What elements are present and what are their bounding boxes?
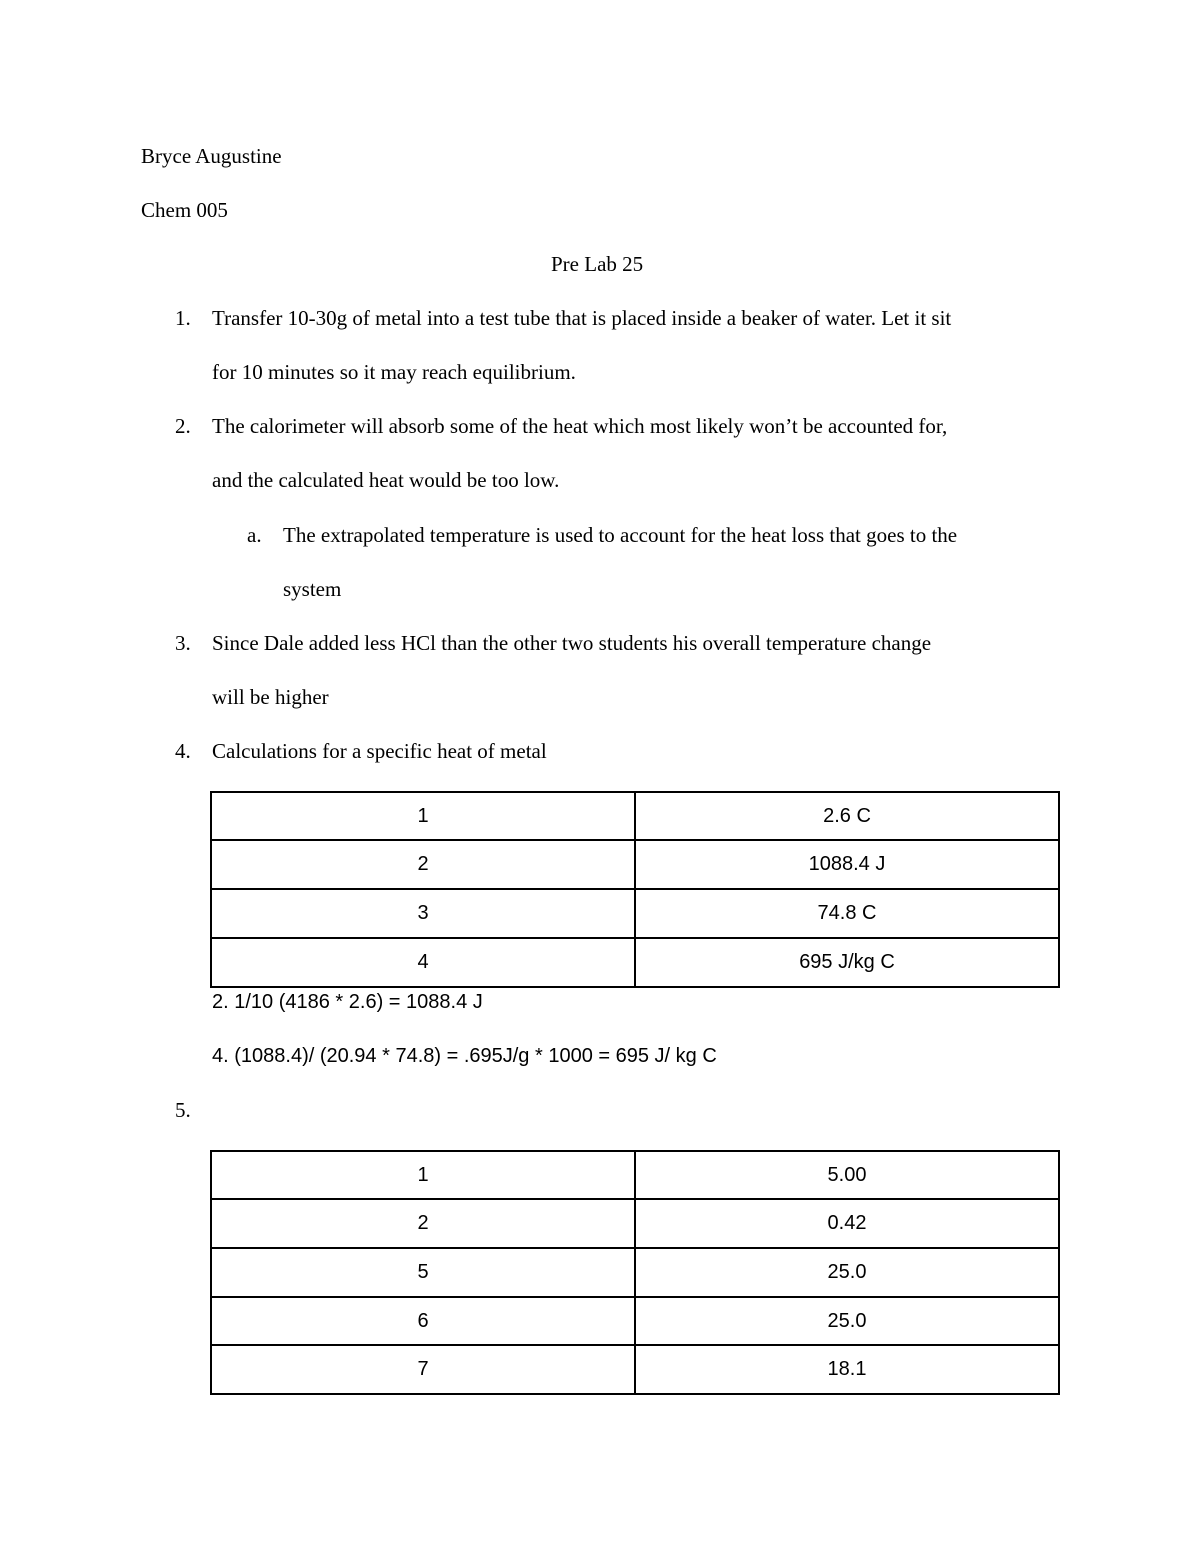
table-row — [211, 889, 1059, 938]
table-cell: 5.00 — [635, 1151, 1059, 1199]
list-item-text: Since Dale added less HCl than the other two students his overall temperature change — [212, 631, 932, 655]
sub-list-item-letter: a. — [247, 523, 262, 547]
document-title: Pre Lab 25 — [551, 252, 644, 276]
table-row — [211, 938, 1059, 987]
table-cell: 1088.4 J — [635, 840, 1059, 889]
table-cell: 7 — [211, 1345, 635, 1394]
table-cell: 2 — [211, 1199, 635, 1248]
table-cell: 4 — [211, 938, 635, 987]
table-row — [211, 840, 1059, 889]
list-item-text: and the calculated heat would be too low. — [212, 468, 560, 492]
list-item-text: Calculations for a specific heat of metal — [212, 739, 547, 763]
table-cell: 6 — [211, 1297, 635, 1345]
list-item-text: will be higher — [212, 685, 329, 709]
results-table-1 — [210, 791, 1060, 988]
table-row — [211, 1248, 1059, 1297]
list-item-text: Transfer 10-30g of metal into a test tube that is placed inside a beaker of water. Let it sit — [212, 306, 952, 330]
list-item-text: The calorimeter will absorb some of the heat which most likely won’t be accounted for, — [212, 414, 948, 438]
list-item-number: 5. — [175, 1098, 191, 1122]
list-item-number: 3. — [175, 631, 191, 655]
table-row — [211, 1297, 1059, 1345]
table-cell: 25.0 — [635, 1297, 1059, 1345]
table-cell: 74.8 C — [635, 889, 1059, 938]
table-cell: 2 — [211, 840, 635, 889]
table-cell: 1 — [211, 1151, 635, 1199]
table-cell: 1 — [211, 792, 635, 840]
calculation-line: 2. 1/10 (4186 * 2.6) = 1088.4 J — [212, 991, 483, 1013]
table-row — [211, 1151, 1059, 1199]
table-row — [211, 1199, 1059, 1248]
list-item-number: 1. — [175, 306, 191, 330]
table-cell: 3 — [211, 889, 635, 938]
course-name: Chem 005 — [141, 198, 228, 222]
table-cell: 695 J/kg C — [635, 938, 1059, 987]
list-item-text: for 10 minutes so it may reach equilibrium. — [212, 360, 576, 384]
table-row — [211, 1345, 1059, 1394]
results-table-2 — [210, 1150, 1060, 1395]
table-cell: 2.6 C — [635, 792, 1059, 840]
calculation-line: 4. (1088.4)/ (20.94 * 74.8) = .695J/g * 1000 = 695 J/ kg C — [212, 1045, 717, 1067]
author-name: Bryce Augustine — [141, 144, 282, 168]
table-cell: 5 — [211, 1248, 635, 1297]
table-cell: 0.42 — [635, 1199, 1059, 1248]
list-item-number: 2. — [175, 414, 191, 438]
table-row — [211, 792, 1059, 840]
table-cell: 18.1 — [635, 1345, 1059, 1394]
sub-list-item-text: system — [283, 577, 342, 601]
list-item-number: 4. — [175, 739, 191, 763]
sub-list-item-text: The extrapolated temperature is used to account for the heat loss that goes to the — [283, 523, 958, 547]
table-cell: 25.0 — [635, 1248, 1059, 1297]
